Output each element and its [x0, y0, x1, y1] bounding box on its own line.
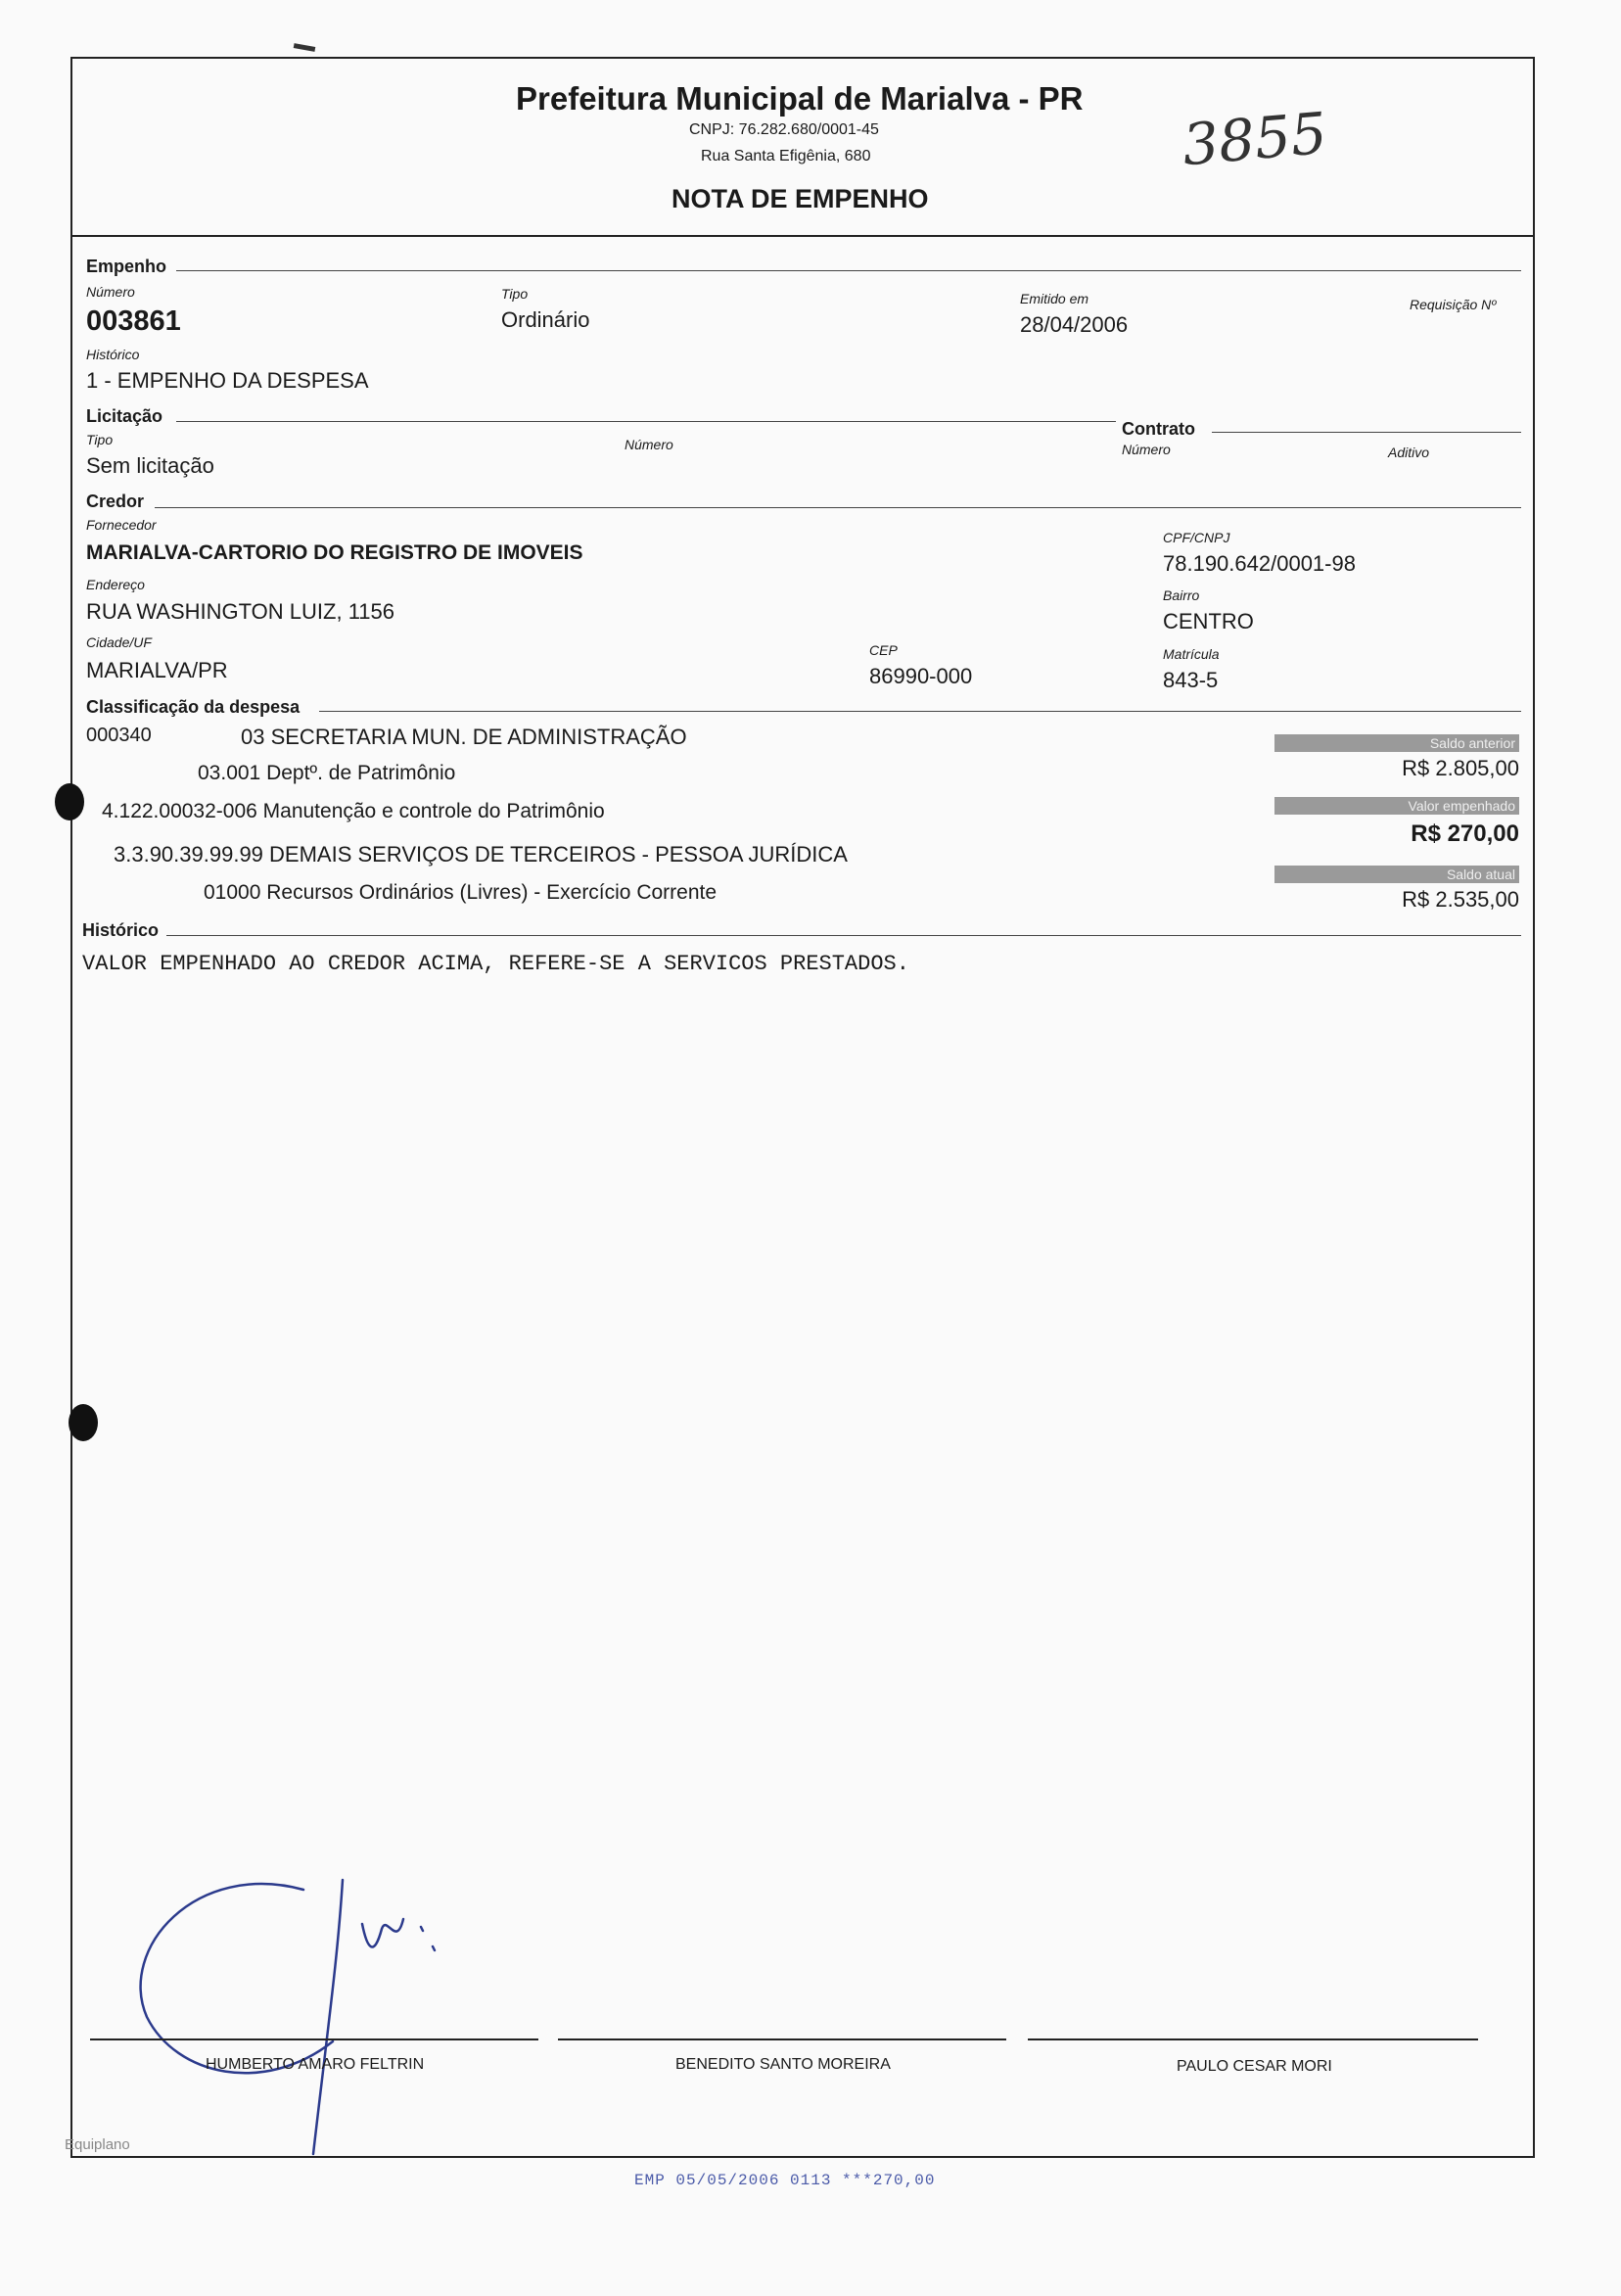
cnpj-text: CNPJ: 76.282.680/0001-45 — [689, 121, 879, 138]
software-credit: Equiplano — [65, 2136, 130, 2153]
requisicao-label: Requisição Nº — [1410, 297, 1497, 312]
cidade-label: Cidade/UF — [86, 634, 152, 650]
licitacao-numero-label: Número — [625, 437, 673, 452]
licitacao-section-rule — [176, 421, 1116, 422]
matricula-value: 843-5 — [1163, 668, 1219, 692]
punch-hole-bottom — [69, 1404, 98, 1441]
tipo-label: Tipo — [501, 286, 529, 302]
licitacao-section-label: Licitação — [86, 406, 163, 426]
empenho-number: 003861 — [86, 305, 181, 337]
signature-name-3: PAULO CESAR MORI — [1177, 2058, 1332, 2075]
emitido-label: Emitido em — [1020, 291, 1089, 306]
saldo-atual-value: R$ 2.535,00 — [1402, 887, 1519, 912]
bank-stamp: EMP 05/05/2006 0113 ***270,00 — [634, 2172, 936, 2189]
credor-section-rule — [155, 507, 1521, 508]
historico-section-rule — [166, 935, 1521, 936]
fornecedor-value: MARIALVA-CARTORIO DO REGISTRO DE IMOVEIS — [86, 541, 583, 564]
classificacao-line2: 03.001 Deptº. de Patrimônio — [198, 762, 456, 784]
historico-value: 1 - EMPENHO DA DESPESA — [86, 368, 369, 393]
document-type-title: NOTA DE EMPENHO — [672, 184, 929, 213]
signature-name-2: BENEDITO SANTO MOREIRA — [675, 2056, 891, 2073]
valor-empenhado-value: R$ 270,00 — [1411, 820, 1519, 847]
classificacao-section-rule — [319, 711, 1521, 712]
scan-mark — [294, 43, 316, 52]
contrato-section-rule — [1212, 432, 1521, 433]
handwritten-number: 3855 — [1180, 99, 1330, 179]
valor-empenhado-label: Valor empenhado — [1274, 797, 1519, 815]
historico-section-label: Histórico — [82, 920, 160, 940]
saldo-anterior-value: R$ 2.805,00 — [1402, 756, 1519, 780]
page-title: Prefeitura Municipal de Marialva - PR — [516, 80, 1084, 117]
historico-text: VALOR EMPENHADO AO CREDOR ACIMA, REFERE-SE A SERVICOS PRESTADOS. — [82, 952, 909, 976]
signature-line-2 — [558, 2038, 1006, 2040]
signature-scribble — [117, 1870, 450, 2164]
contrato-section-label: Contrato — [1122, 419, 1195, 439]
numero-label: Número — [86, 284, 135, 300]
credor-section-label: Credor — [86, 492, 145, 511]
contrato-numero-label: Número — [1122, 442, 1171, 457]
empenho-section-rule — [176, 270, 1521, 271]
classificacao-line5: 01000 Recursos Ordinários (Livres) - Exercício Corrente — [204, 881, 718, 904]
classificacao-line3: 4.122.00032-006 Manutenção e controle do Patrimônio — [102, 800, 605, 822]
contrato-aditivo-label: Aditivo — [1388, 445, 1430, 460]
classificacao-line4: 3.3.90.39.99.99 DEMAIS SERVIÇOS DE TERCEIROS - PESSOA JURÍDICA — [114, 842, 848, 867]
endereco-value: RUA WASHINGTON LUIZ, 1156 — [86, 599, 395, 624]
empenho-section-label: Empenho — [86, 257, 167, 276]
saldo-anterior-label: Saldo anterior — [1274, 734, 1519, 752]
signature-line-3 — [1028, 2038, 1478, 2040]
cpf-value: 78.190.642/0001-98 — [1163, 551, 1356, 576]
cep-label: CEP — [869, 642, 898, 658]
emitido-value: 28/04/2006 — [1020, 312, 1129, 337]
licitacao-tipo-value: Sem licitação — [86, 453, 214, 478]
saldo-atual-label: Saldo atual — [1274, 866, 1519, 883]
signature-line-1 — [90, 2038, 538, 2040]
bairro-value: CENTRO — [1163, 609, 1254, 633]
matricula-label: Matrícula — [1163, 646, 1220, 662]
endereco-label: Endereço — [86, 577, 145, 592]
cep-value: 86990-000 — [869, 664, 973, 688]
classificacao-section-label: Classificação da despesa — [86, 697, 301, 717]
signature-name-1: HUMBERTO AMARO FELTRIN — [206, 2056, 425, 2073]
tipo-value: Ordinário — [501, 307, 590, 332]
historico-label: Histórico — [86, 347, 140, 362]
cpf-label: CPF/CNPJ — [1163, 530, 1230, 545]
licitacao-tipo-label: Tipo — [86, 432, 114, 447]
classificacao-code: 000340 — [86, 725, 152, 746]
punch-hole-top — [55, 783, 84, 820]
cidade-value: MARIALVA/PR — [86, 658, 228, 682]
bairro-label: Bairro — [1163, 587, 1200, 603]
header-divider — [72, 235, 1533, 237]
address-text: Rua Santa Efigênia, 680 — [701, 148, 871, 164]
classificacao-line1: 03 SECRETARIA MUN. DE ADMINISTRAÇÃO — [241, 725, 687, 749]
fornecedor-label: Fornecedor — [86, 517, 157, 533]
